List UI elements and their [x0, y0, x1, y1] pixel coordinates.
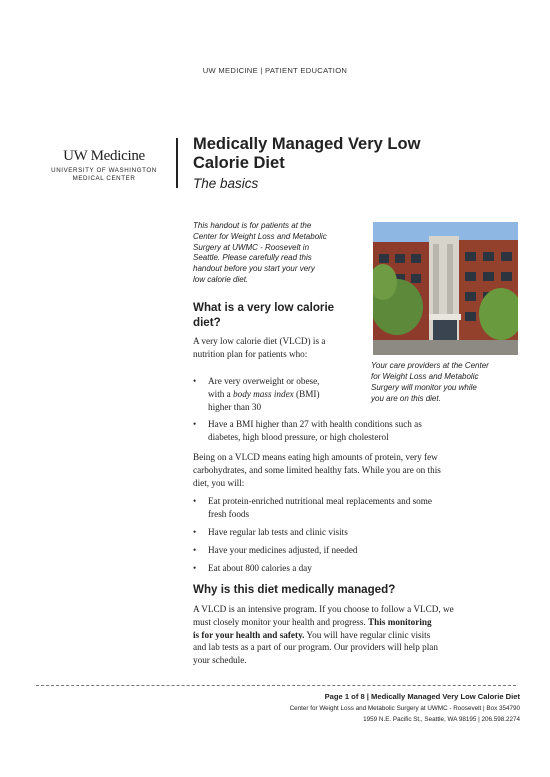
paragraph-line: Being on a VLCD means eating high amounts of protein, very few	[193, 452, 438, 462]
section1-intro-paragraph	[193, 335, 368, 361]
section-heading-why-medically-managed: Why is this diet medically managed?	[193, 583, 396, 596]
caption-line: Surgery will monitor you while	[371, 383, 477, 392]
section1-paragraph	[193, 451, 523, 489]
paragraph-line: and lab tests as a part of our program. Our providers will help plan	[193, 642, 438, 653]
caption-line: you are on this diet.	[371, 394, 441, 403]
logo-line-university: UNIVERSITY OF WASHINGTON	[51, 167, 157, 174]
list-item-text: Have your medicines adjusted, if needed	[208, 545, 358, 555]
footer-address: 1959 N.E. Pacific St., Seattle, WA 98195 | 206.598.2274	[363, 716, 520, 723]
footer-department: Center for Weight Loss and Metabolic Surgery at UWMC - Roosevelt | Box 354790	[289, 705, 520, 712]
list-item	[193, 544, 523, 558]
list-line: Are very overweight or obese,	[208, 376, 320, 386]
section-heading-what-is-vlcd	[193, 300, 334, 330]
paragraph-line: must closely monitor your health and progress. This monitoring	[193, 616, 432, 627]
caption-line: Your care providers at the Center	[371, 361, 489, 370]
paragraph-line: A very low calorie diet (VLCD) is a	[193, 336, 326, 346]
bullet-icon: •	[193, 419, 197, 429]
paragraph-line: is for your health and safety. You will have regular clinic visits	[193, 629, 431, 640]
logo-brand: UW Medicine	[63, 148, 145, 164]
bullet-icon: •	[193, 545, 197, 555]
document-title-line2: Calorie Diet	[193, 154, 285, 172]
page-header: UW MEDICINE | PATIENT EDUCATION	[202, 66, 348, 75]
list-line: diabetes, high blood pressure, or high cholesterol	[208, 431, 389, 442]
list-line: Eat protein-enriched nutritional meal replacements and some	[208, 496, 432, 506]
intro-line: Seattle. Please carefully read this	[193, 253, 312, 263]
footer-page-info: Page 1 of 8 | Medically Managed Very Low Calorie Diet	[324, 692, 520, 701]
paragraph-line: your schedule.	[193, 655, 247, 666]
building-photo-image	[373, 222, 518, 355]
logo-line-medical-center: MEDICAL CENTER	[72, 175, 136, 182]
intro-line: handout before you start your very	[193, 264, 315, 274]
paragraph-line: carbohydrates, and some limited healthy fats. While you are on this	[193, 464, 441, 475]
heading-line: diet?	[193, 316, 221, 329]
intro-line: low calorie diet.	[193, 274, 249, 284]
list-item-text: Eat about 800 calories a day	[208, 563, 312, 573]
intro-line: Center for Weight Loss and Metabolic	[193, 231, 327, 241]
bullet-icon: •	[193, 563, 197, 573]
list-line: higher than 30	[208, 401, 262, 412]
title-divider	[176, 138, 178, 188]
list-item-text	[208, 495, 432, 521]
footer-divider	[36, 685, 516, 686]
section2-paragraph	[193, 603, 528, 667]
list-line: Have a BMI higher than 27 with health conditions such as	[208, 419, 422, 429]
paragraph-line: A VLCD is an intensive program. If you choose to follow a VLCD, we	[193, 604, 454, 614]
heading-line: What is a very low calorie	[193, 301, 335, 314]
paragraph-line: diet, you will:	[193, 477, 245, 488]
list-item	[193, 375, 368, 415]
list-item	[193, 495, 523, 523]
list-line: fresh foods	[208, 508, 250, 519]
document-title-line1: Medically Managed Very Low	[193, 135, 421, 153]
list-item-text	[208, 375, 320, 413]
caption-line: for Weight Loss and Metabolic	[371, 372, 479, 381]
photo-caption	[371, 360, 521, 404]
intro-line: This handout is for patients at the	[193, 221, 312, 230]
bullet-icon: •	[193, 376, 197, 386]
bullet-icon: •	[193, 496, 197, 506]
intro-note	[193, 221, 365, 286]
list-item-text: Have regular lab tests and clinic visits	[208, 527, 348, 537]
paragraph-line: nutrition plan for patients who:	[193, 348, 308, 359]
intro-line: Surgery at UWMC - Roosevelt in	[193, 242, 310, 252]
uw-medicine-logo	[44, 148, 164, 183]
list-item	[193, 526, 523, 540]
title-block	[193, 135, 513, 192]
list-line: with a body mass index (BMI)	[208, 388, 320, 399]
list-item-text	[208, 418, 422, 444]
list-item	[193, 562, 523, 576]
building-photo	[373, 222, 518, 355]
list-item	[193, 418, 523, 446]
bullet-icon: •	[193, 527, 197, 537]
document-subtitle: The basics	[193, 176, 259, 191]
